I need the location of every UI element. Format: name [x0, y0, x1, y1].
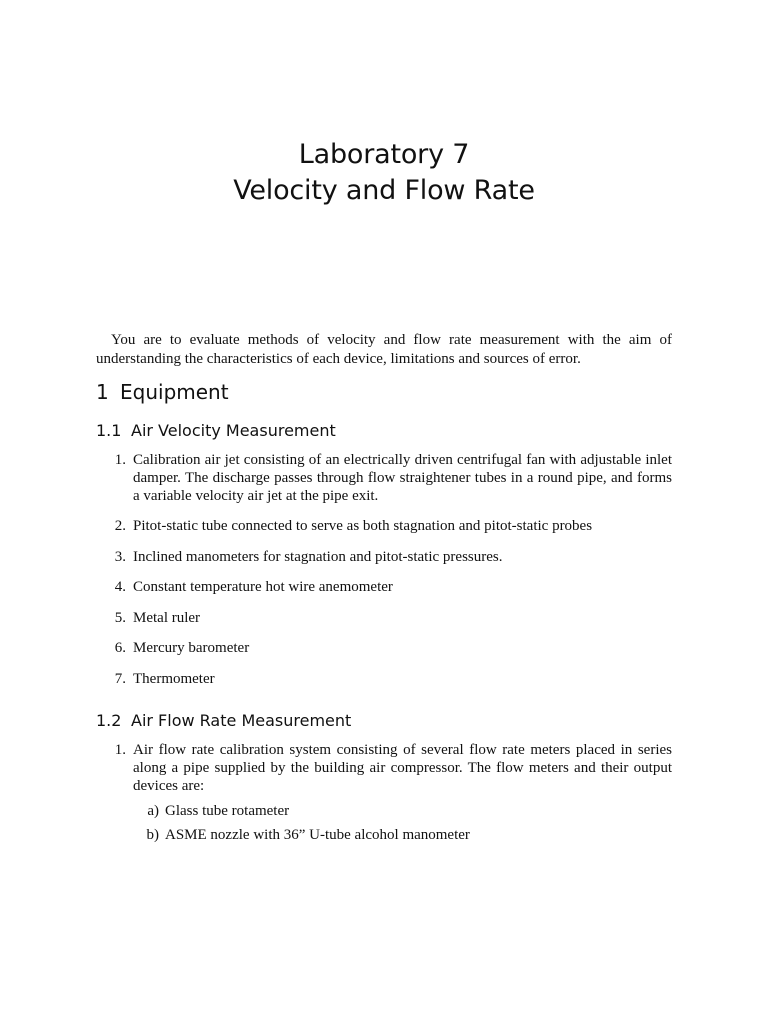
subsection-title: Air Velocity Measurement [131, 421, 336, 440]
list-item-text: Mercury barometer [133, 640, 250, 656]
list-item-number: 2. [114, 518, 126, 534]
sub-list-item-label: b) [146, 827, 159, 843]
list-item-text: Constant temperature hot wire anemometer [133, 579, 393, 595]
list-item-text: Inclined manometers for stagnation and pitot-static pressures. [133, 549, 503, 565]
abstract-paragraph [96, 331, 672, 369]
subsection-number: 1.2 [96, 711, 122, 730]
sub-list-item-label: a) [147, 803, 159, 819]
subsection-number: 1.1 [96, 421, 122, 440]
list-item-number: 1. [114, 452, 126, 468]
list-item-text: Metal ruler [133, 610, 201, 626]
section-title: Equipment [120, 380, 229, 404]
sub-list-item-text: Glass tube rotameter [165, 803, 290, 819]
section-number: 1 [96, 380, 109, 404]
section-heading-equipment [96, 379, 229, 405]
abstract-text: You are to evaluate methods of velocity and flow rate measurement with the aim of understanding the characteristics of each device, limitations and sources of error. [96, 332, 672, 367]
sub-list-item-text: ASME nozzle with 36” U-tube alcohol manometer [165, 827, 470, 843]
list-item-number: 4. [114, 579, 126, 595]
list-item-text: Pitot-static tube connected to serve as both stagnation and pitot-static probes [133, 518, 593, 534]
list-item-text: Calibration air jet consisting of an electrically driven centrifugal fan with adjustable inlet damper. The discharge passes through flow straightener tubes in a round pipe, and forms a variable velocity air jet at the pipe exit. [133, 452, 672, 504]
subsection-heading-air-velocity [96, 420, 336, 442]
title-line-1: Laboratory 7 [298, 139, 470, 170]
list-item-number: 1. [114, 742, 126, 758]
list-item-number: 7. [114, 671, 126, 687]
list-item-number: 5. [114, 610, 126, 626]
subsection-title: Air Flow Rate Measurement [131, 711, 352, 730]
title-line-2: Velocity and Flow Rate [233, 175, 535, 206]
list-item-number: 3. [114, 549, 126, 565]
list-item-text: Thermometer [133, 671, 215, 687]
list-item-text: Air flow rate calibration system consisting of several flow rate meters placed in series along a pipe supplied by the building air compressor. The flow meters and their output devices are: [133, 742, 672, 794]
subsection-heading-air-flow-rate [96, 710, 351, 732]
list-item-number: 6. [114, 640, 126, 656]
